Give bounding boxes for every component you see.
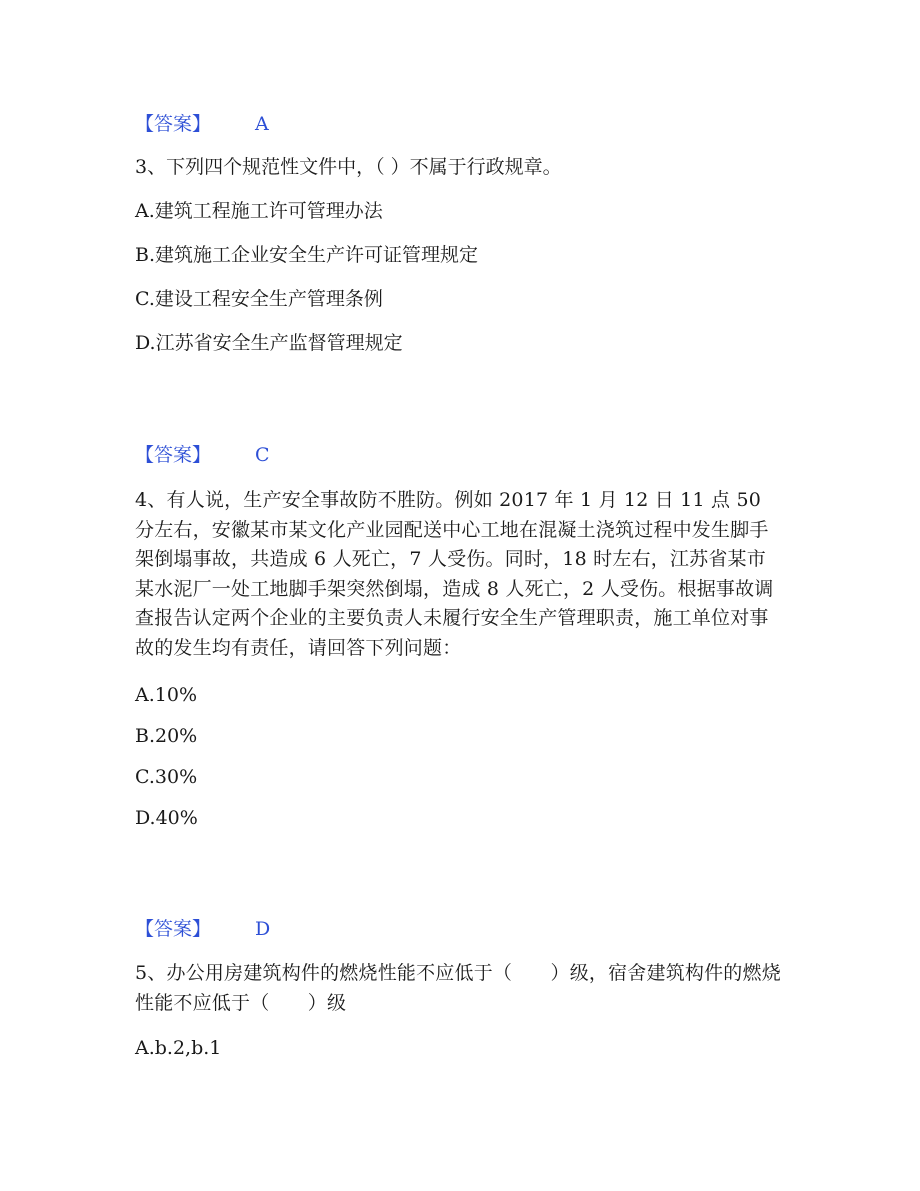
- answer-label: 【答案】: [135, 918, 212, 940]
- question-5-text: 5、办公用房建筑构件的燃烧性能不应低于（ ）级，宿舍建筑构件的燃烧性能不应低于（ ）级: [135, 962, 781, 1014]
- answer-value: C: [255, 444, 270, 466]
- answer-label: 【答案】: [135, 113, 212, 135]
- answer-line-4: [135, 917, 270, 941]
- answer-label: 【答案】: [135, 444, 212, 466]
- question-4-option-b: B.20%: [135, 725, 198, 747]
- question-3-option-c: C.建设工程安全生产管理条例: [135, 288, 383, 310]
- question-3-text: 3、下列四个规范性文件中，（ ）不属于行政规章。: [135, 156, 562, 178]
- question-3-option-a: A.建筑工程施工许可管理办法: [135, 200, 383, 222]
- answer-value: D: [255, 918, 271, 940]
- question-3-option-d: D.江苏省安全生产监督管理规定: [135, 332, 403, 354]
- answer-value: A: [255, 113, 269, 135]
- question-3-option-b: B.建筑施工企业安全生产许可证管理规定: [135, 244, 479, 266]
- question-5-option-a: A.b.2,b.1: [135, 1037, 222, 1059]
- question-4-option-a: A.10%: [135, 684, 197, 706]
- question-4-option-d: D.40%: [135, 807, 198, 829]
- question-4-text: 4、有人说，生产安全事故防不胜防。例如 2017 年 1 月 12 日 11 点 50 分左右，安徽某市某文化产业园配送中心工地在混凝土浇筑过程中发生脚手架倒塌事故，共造成 6 人死亡，7 人受伤。同时，18 时左右，江苏省某市某水泥厂一处工地脚手架突然倒塌，造成 8 人死亡，2 人受伤。根据事故调查报告认定两个企业的主要负责人未履行安全生产管理职责，施工单位对事故的发生均有责任，请回答下列问题：: [135, 489, 774, 659]
- answer-line-1: [135, 112, 269, 136]
- question-4-option-c: C.30%: [135, 766, 198, 788]
- answer-line-3: [135, 443, 270, 467]
